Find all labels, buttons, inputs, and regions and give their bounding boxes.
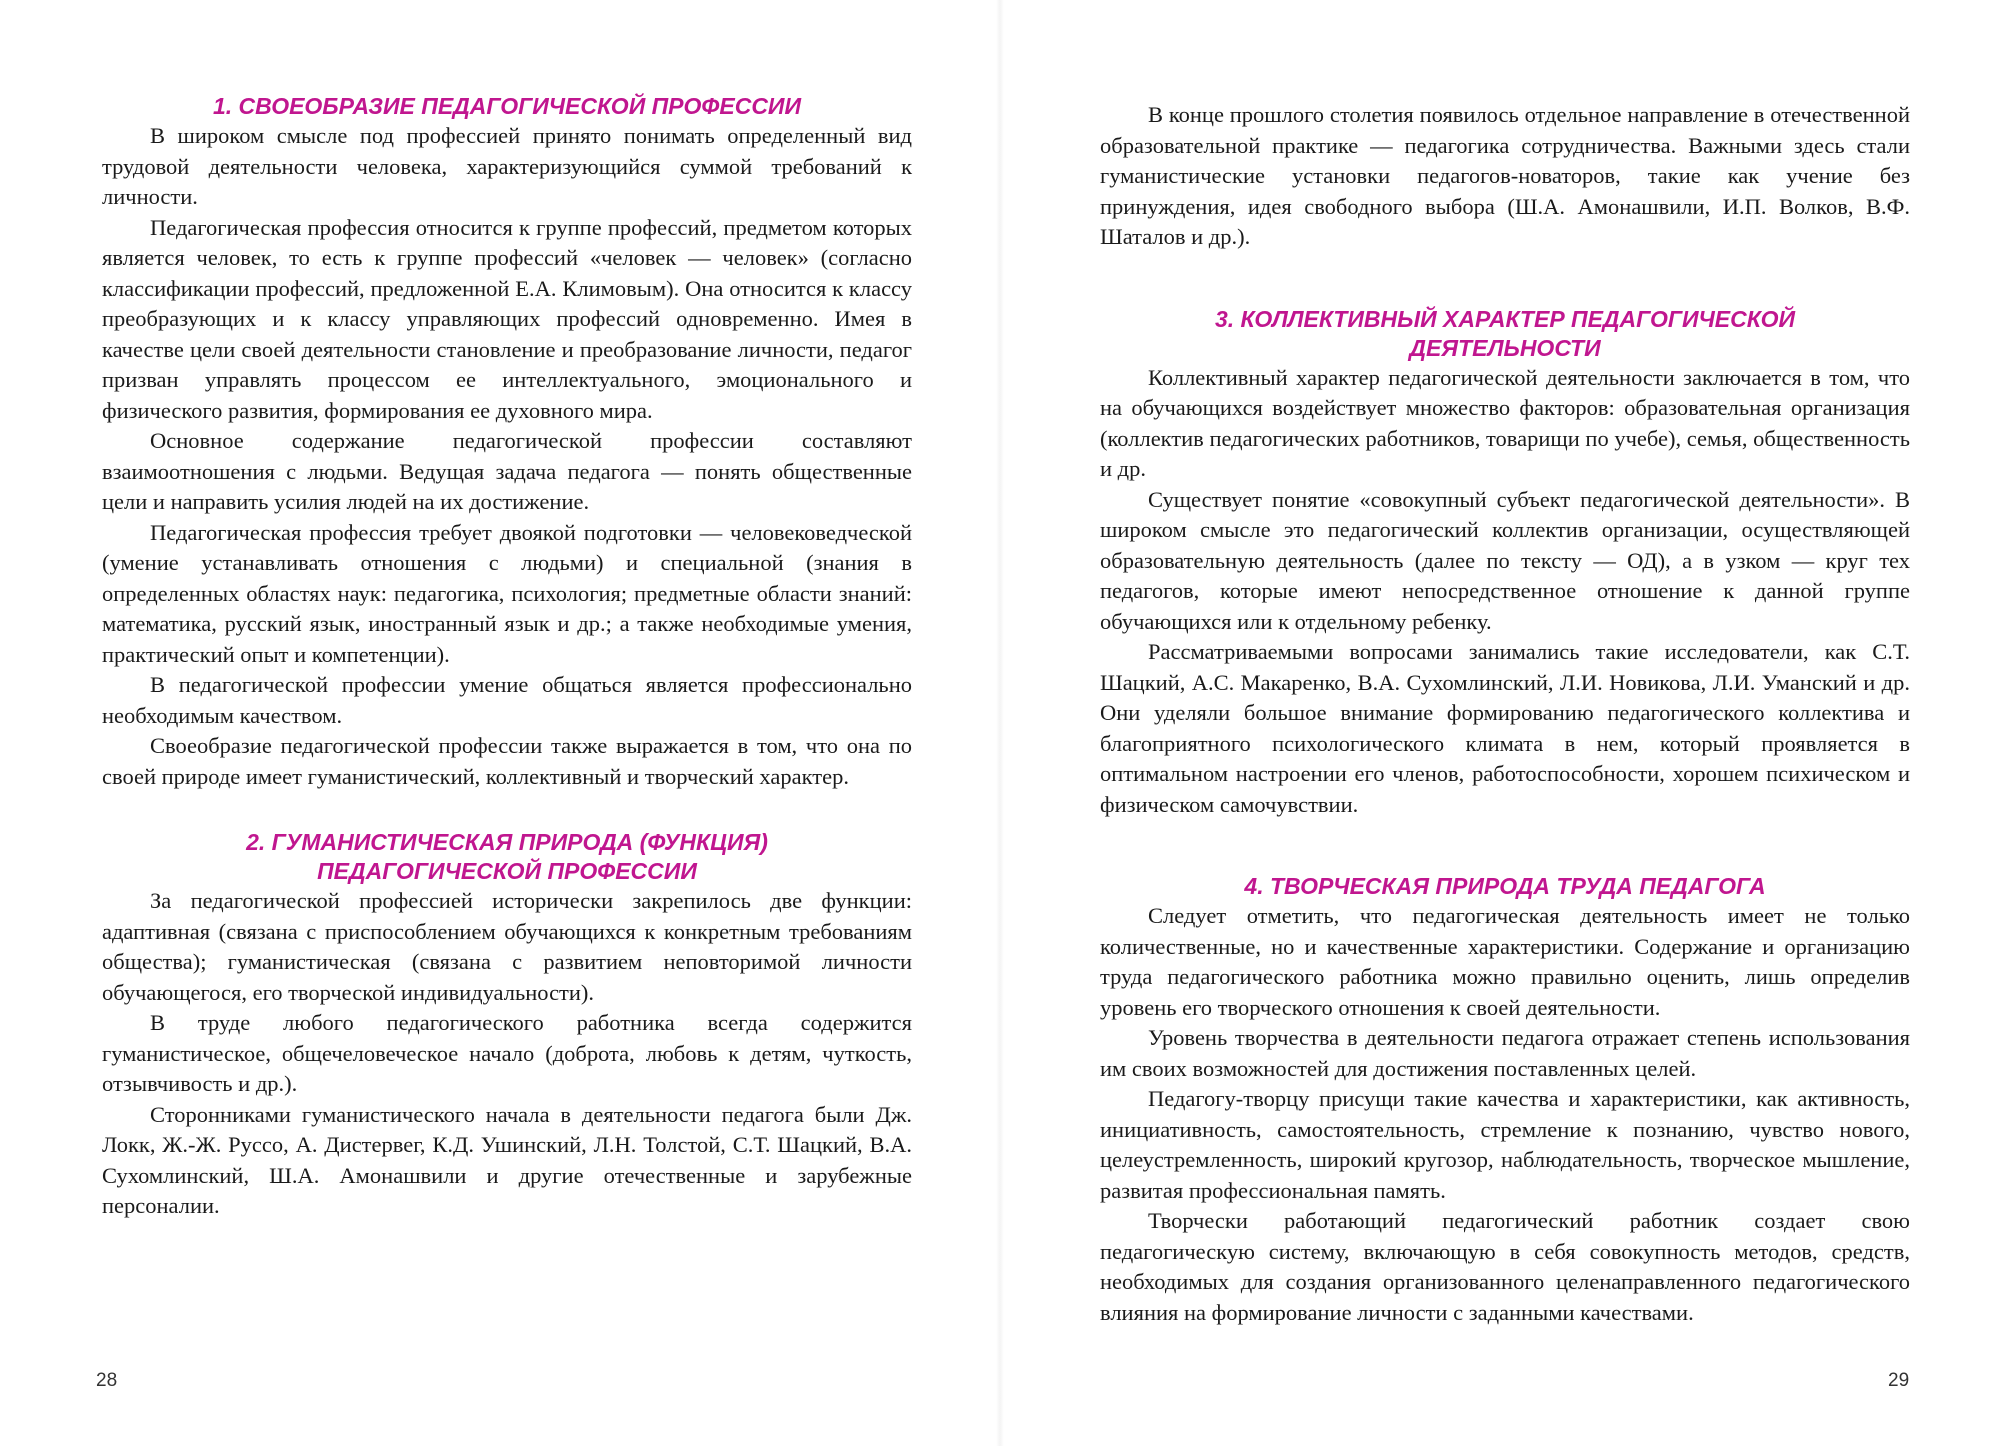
paragraph: Своеобразие педагогической профессии также выражается в том, что она по своей природе имеет гуманистический, коллективный и творческий характер.	[102, 733, 912, 789]
page-number: 29	[1888, 1370, 1910, 1391]
paragraph: Педагогу-творцу присущи такие качества и характеристики, как активность, инициативность, самостоятельность, стремление к познанию, чувство нового, целеустремленность, широкий кругозор, наблюдательность, творческое мышление, развитая профессиональная память.	[1100, 1086, 1910, 1203]
right-page	[1000, 0, 2000, 1446]
paragraph: Сторонниками гуманистического начала в деятельности педагога были Дж. Локк, Ж.-Ж. Руссо, А. Дистервег, К.Д. Ушинский, Л.Н. Толстой, С.Т. Шацкий, В.А. Сухомлинский, Ш.А. Амонашвили и другие отечественные и зарубежные персоналии.	[102, 1101, 912, 1218]
heading-line: 4. ТВОРЧЕСКАЯ ПРИРОДА ТРУДА ПЕДАГОГА	[1244, 873, 1766, 899]
paragraph: В педагогической профессии умение общаться является профессионально необходимым качеством.	[102, 672, 912, 728]
paragraph: Уровень творчества в деятельности педагога отражает степень использования им своих возможностей для достижения поставленных целей.	[1100, 1025, 1910, 1081]
paragraph: За педагогической профессией исторически закрепилось две функции: адаптивная (связана с приспособлением обучающихся к конкретным требованиям общества); гуманистическая (связана с развитием неповторимой личности обучающегося, его творческой индивидуальности).	[102, 888, 912, 1005]
paragraph: Рассматриваемыми вопросами занимались такие исследователи, как С.Т. Шацкий, А.С. Макаренко, В.А. Сухомлинский, Л.И. Новикова, Л.И. Уманский и др. Они уделяли большое внимание формированию педагогического коллектива и благоприятного психологического климата в нем, который проявляется в оптимальном настроении его членов, работоспособности, хорошем психическом и физическом самочувствии.	[1100, 639, 1910, 817]
heading-line: 2. ГУМАНИСТИЧЕСКАЯ ПРИРОДА (ФУНКЦИЯ)	[246, 829, 768, 855]
paragraph: Коллективный характер педагогической деятельности заключается в том, что на обучающихся воздействует множество факторов: образовательная организация (коллектив педагогических работников, товарищи по учебе), семья, общественность и др.	[1100, 364, 1910, 481]
paragraph: Педагогическая профессия относится к группе профессий, предметом которых является человек, то есть к группе профессий «человек — человек» (согласно классификации профессий, предложенной Е.А. Климовым). Она относится к классу преобразующих и к классу управляющих профессий одновременно. Имея в качестве цели своей деятельности становление и преобразование личности, педагог призван управлять процессом ее интеллектуального, эмоционального и физического развития, формирования ее духовного мира.	[102, 214, 912, 423]
heading-line: 1. СВОЕОБРАЗИЕ ПЕДАГОГИЧЕСКОЙ ПРОФЕССИИ	[212, 93, 802, 119]
section-heading-4	[1100, 872, 1910, 901]
right-column	[1100, 100, 1910, 1328]
paragraph: Основное содержание педагогической профессии составляют взаимоотношения с людьми. Ведущая задача педагога — понять общественные цели и направить усилия людей на их достижение.	[102, 428, 912, 514]
left-column	[102, 92, 912, 1222]
paragraph: В широком смысле под профессией принято понимать определенный вид трудовой деятельности человека, характеризующийся суммой требований к личности.	[102, 123, 912, 209]
page-number: 28	[96, 1370, 118, 1391]
heading-line: 3. КОЛЛЕКТИВНЫЙ ХАРАКТЕР ПЕДАГОГИЧЕСКОЙ	[1214, 305, 1796, 332]
paragraph: Существует понятие «совокупный субъект педагогической деятельности». В широком смысле это педагогический коллектив организации, осуществляющей образовательную деятельность (далее по тексту — ОД), а в узком — круг тех педагогов, которые имеют непосредственное отношение к данной группе обучающихся или к отдельному ребенку.	[1100, 486, 1910, 634]
paragraph: Творчески работающий педагогический работник создает свою педагогическую систему, включающую в себя совокупность методов, средств, необходимых для создания организованного целенаправленного педагогического влияния на формирование личности с заданными качествами.	[1100, 1208, 1910, 1325]
paragraph: В труде любого педагогического работника всегда содержится гуманистическое, общечеловеческое начало (доброта, любовь к детям, чуткость, отзывчивость и др.).	[102, 1010, 912, 1096]
paragraph: Следует отметить, что педагогическая деятельность имеет не только количественные, но и качественные характеристики. Содержание и организацию труда педагогического работника можно правильно оценить, лишь определив уровень его творческого отношения к своей деятельности.	[1100, 903, 1910, 1020]
section-heading-1	[102, 92, 912, 121]
heading-line: ДЕЯТЕЛЬНОСТИ	[1409, 334, 1601, 361]
heading-line: ПЕДАГОГИЧЕСКОЙ ПРОФЕССИИ	[317, 858, 697, 884]
paragraph: В конце прошлого столетия появилось отдельное направление в отечественной образовательной практике — педагогика сотрудничества. Важными здесь стали гуманистические установки педагогов-новаторов, такие как учение без принуждения, идея свободного выбора (Ш.А. Амонашвили, И.П. Волков, В.Ф. Шаталов и др.).	[1100, 102, 1910, 249]
section-heading-2	[102, 828, 912, 886]
section-heading-3	[1100, 305, 1910, 363]
paragraph: Педагогическая профессия требует двоякой подготовки — человековедческой (умение устанавливать отношения с людьми) и специальной (знания в определенных областях наук: педагогика, психология; предметные области знаний: математика, русский язык, иностранный язык и др.; а также необходимые умения, практический опыт и компетенции).	[102, 519, 912, 667]
